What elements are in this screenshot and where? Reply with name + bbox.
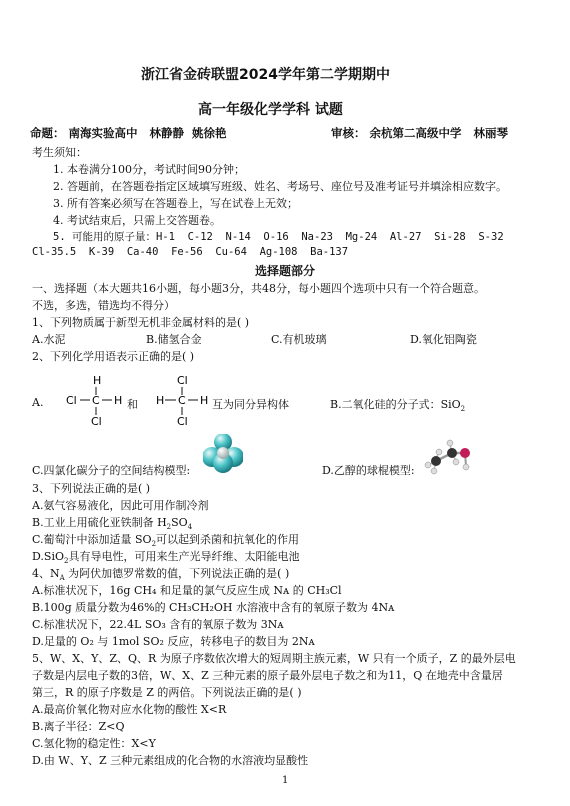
question-5-stem-cont: 子数是内层电子数的3倍，W、X、Z 三种元素的原子最外层电子数之和为11，Q 在地壳中含量居 xyxy=(32,669,503,682)
page-title: 浙江省金砖联盟2024学年第二学期期中 xyxy=(141,67,390,83)
ethanol-ball-stick-model xyxy=(418,437,478,477)
question-4-stem xyxy=(32,565,289,582)
atomic-masses: 5. 可能用的原子量：H-1 C-12 N-14 O-16 Na-23 Mg-24 Al-27 Si-28 S-32 xyxy=(53,231,504,243)
q4-option-b: B.100g 质量分数为46%的 CH₃CH₂OH 水溶液中含有的氧原子数为 4Nᴀ xyxy=(32,601,395,614)
question-5-stem-cont-2: 第三，R 的原子序数是 Z 的两倍。下列说法正确的是( ) xyxy=(32,686,302,699)
q3-option-d-text: D.SiO xyxy=(32,550,64,563)
q3-option-b-subscript-2: 4 xyxy=(187,523,193,532)
q3-option-b-subscript: 2 xyxy=(166,523,172,532)
dichloromethane-structure-1 xyxy=(60,372,130,430)
q1-option-b: B.储氢合金 xyxy=(146,333,202,346)
atom-label: C xyxy=(92,394,100,407)
instruction-item: 3. 所有答案必须写在答题卷上，写在试卷上无效； xyxy=(53,197,298,210)
question-2-stem: 2、下列化学用语表示正确的是( ) xyxy=(32,350,195,363)
section-intro-cont: 不选，多选，错选均不得分） xyxy=(32,299,175,312)
reviewers-line xyxy=(331,125,508,141)
q4-stem-text-cont: 为阿伏加德罗常数的值，下列说法正确的是( ) xyxy=(64,567,290,580)
authors: 南海实验高中 林静静 姚徐艳 xyxy=(68,126,227,140)
q4-stem-text: 4、N xyxy=(32,567,60,580)
q5-option-c: C.氢化物的稳定性：X<Y xyxy=(32,737,156,750)
q5-option-d: D.由 W、Y、Z 三种元素组成的化合物的水溶液均显酸性 xyxy=(32,754,309,767)
q2-option-a-and: 和 xyxy=(127,398,138,411)
page-number: 1 xyxy=(282,775,289,786)
q3-option-d-subscript: 2 xyxy=(64,557,69,566)
q3-option-c-text-cont: 可以起到杀菌和抗氧化的作用 xyxy=(156,533,300,546)
q3-option-c-subscript: 2 xyxy=(151,540,157,549)
q2-option-a-text: 互为同分异构体 xyxy=(212,398,289,411)
question-1-stem: 1、下列物质属于新型无机非金属材料的是( ) xyxy=(32,316,250,329)
q2-option-c: C.四氯化碳分子的空间结构模型: xyxy=(32,464,191,477)
q3-option-b-text: B.工业上用硫化亚铁制备 H xyxy=(32,516,167,529)
section-intro: 一、选择题（本大题共16小题，每小题3分，共48分，每小题四个选项中只有一个符合题意。 xyxy=(32,282,485,295)
atom-label: H xyxy=(114,394,123,407)
dichloromethane-structure-2 xyxy=(150,372,212,430)
instructions-heading: 考生须知： xyxy=(32,146,87,159)
q3-option-c-text: C.葡萄汁中添加适量 SO xyxy=(32,533,152,546)
q3-option-d xyxy=(32,548,299,565)
atom-label: H xyxy=(93,374,102,387)
instruction-item: 1. 本卷满分100分，考试时间90分钟； xyxy=(53,163,245,176)
q1-option-a: A.水泥 xyxy=(32,333,66,346)
instruction-item: 2. 答题前，在答题卷指定区域填写班级、姓名、考场号、座位号及准考证号并填涂相应数字。 xyxy=(53,180,507,193)
reviewers-label: 审核： xyxy=(331,126,366,140)
atom-label: C xyxy=(178,394,186,407)
q1-option-d: D.氧化铝陶瓷 xyxy=(410,333,477,346)
instruction-item: 4. 考试结束后，只需上交答题卷。 xyxy=(53,214,221,227)
atom-label: Cl xyxy=(66,394,77,407)
carbon-tetrachloride-space-filling-model xyxy=(203,434,243,474)
atom-label: Cl xyxy=(177,374,188,387)
atom-label: Cl xyxy=(177,415,188,428)
q2-option-a-label: A. xyxy=(32,396,44,409)
q2-option-b-text: B.二氧化硅的分子式：SiO xyxy=(330,398,461,411)
q4-option-d: D.足量的 O₂ 与 1mol SO₂ 反应，转移电子的数目为 2Nᴀ xyxy=(32,635,315,648)
atom-label: Cl xyxy=(91,415,102,428)
question-5-stem: 5、W、X、Y、Z、Q、R 为原子序数依次增大的短周期主族元素，W 只有一个质子，Z 的最外层电 xyxy=(32,652,516,665)
atom-label: H xyxy=(156,394,165,407)
q5-option-a: A.最高价氧化物对应水化物的酸性 X<R xyxy=(32,703,227,716)
q4-stem-subscript: A xyxy=(59,574,65,583)
q5-option-b: B.离子半径：Z<Q xyxy=(32,720,125,733)
q4-option-c: C.标准状况下，22.4L SO₃ 含有的氧原子数为 3Nᴀ xyxy=(32,618,284,631)
section-title: 选择题部分 xyxy=(255,264,316,278)
atom-label: H xyxy=(200,394,209,407)
q3-option-d-text-cont: 具有导电性，可用来生产光导纤维、太阳能电池 xyxy=(68,550,300,563)
q2-option-b xyxy=(330,396,465,413)
page-subtitle: 高一年级化学学科 试题 xyxy=(198,102,343,118)
q2-option-b-subscript: 2 xyxy=(460,405,466,414)
atomic-masses-cont: Cl-35.5 K-39 Ca-40 Fe-56 Cu-64 Ag-108 Ba-137 xyxy=(32,246,349,258)
q3-option-a: A.氨气容易液化，因此可用作制冷剂 xyxy=(32,499,209,512)
q3-option-b-text-cont: SO xyxy=(171,516,188,529)
reviewers: 余杭第二高级中学 林丽琴 xyxy=(369,126,509,140)
q4-option-a: A.标准状况下，16g CH₄ 和足量的氯气反应生成 Nᴀ 的 CH₃Cl xyxy=(32,584,342,597)
q2-option-d: D.乙醇的球棍模型: xyxy=(322,464,415,477)
question-3-stem: 3、下列说法正确的是( ) xyxy=(32,482,151,495)
authors-line xyxy=(30,125,227,141)
q1-option-c: C.有机玻璃 xyxy=(271,333,327,346)
q3-option-b xyxy=(32,514,192,531)
q3-option-c xyxy=(32,531,299,548)
authors-label: 命题： xyxy=(30,126,65,140)
